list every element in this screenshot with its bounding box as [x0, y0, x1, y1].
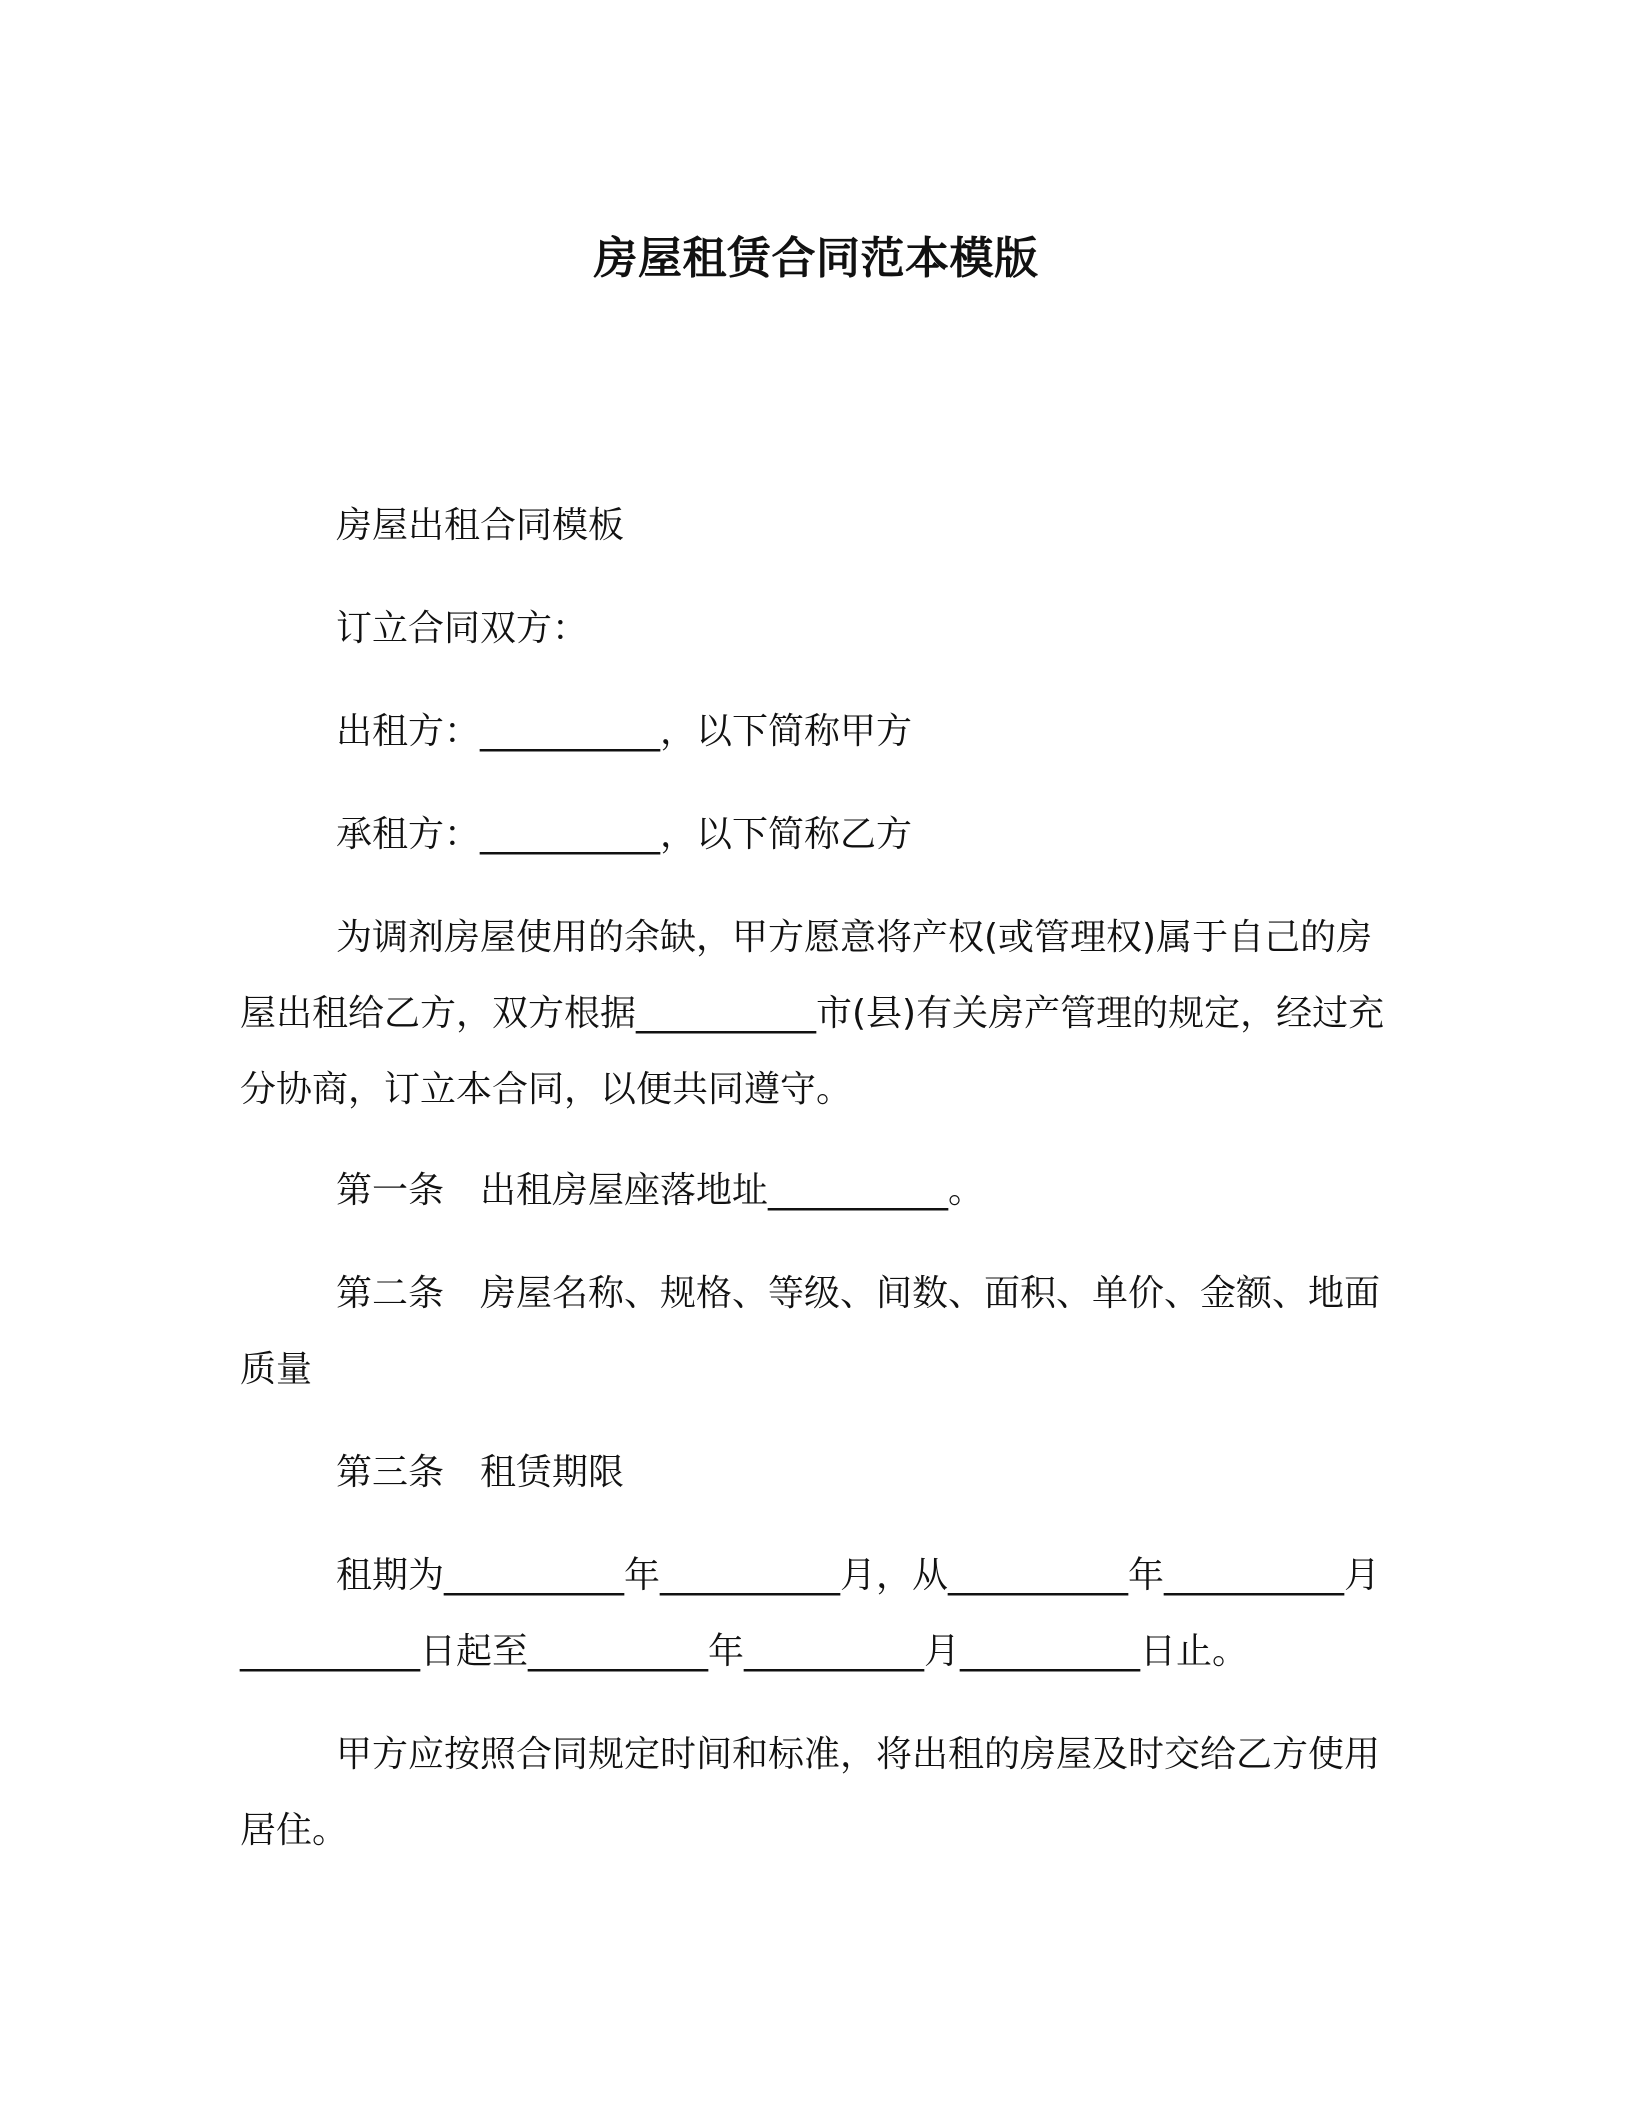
preamble-paragraph: 为调剂房屋使用的余缺，甲方愿意将产权(或管理权)属于自己的房屋出租给乙方，双方根据__________市(县)有关房产管理的规定，经过充分协商，订立本合同，以便共同遵守。 [240, 917, 1385, 1110]
article-1: 第一条 出租房屋座落地址__________。 [336, 1170, 985, 1211]
lease-term-paragraph: 租期为__________年__________月，从__________年__________月__________日起至__________年__________月__________日止。 [240, 1555, 1381, 1672]
article-2: 第二条 房屋名称、规格、等级、间数、面积、单价、金额、地面质量 [240, 1273, 1381, 1390]
article-3-heading: 第三条 租赁期限 [336, 1452, 625, 1493]
section-heading: 房屋出租合同模板 [336, 505, 625, 546]
lessor-line: 出租方：__________，以下简称甲方 [336, 711, 913, 752]
parties-label: 订立合同双方： [336, 608, 589, 649]
handover-paragraph: 甲方应按照合同规定时间和标准，将出租的房屋及时交给乙方使用居住。 [240, 1734, 1381, 1851]
lessee-line: 承租方：__________，以下简称乙方 [336, 814, 913, 855]
document-title: 房屋租赁合同范本模版 [593, 233, 1039, 284]
